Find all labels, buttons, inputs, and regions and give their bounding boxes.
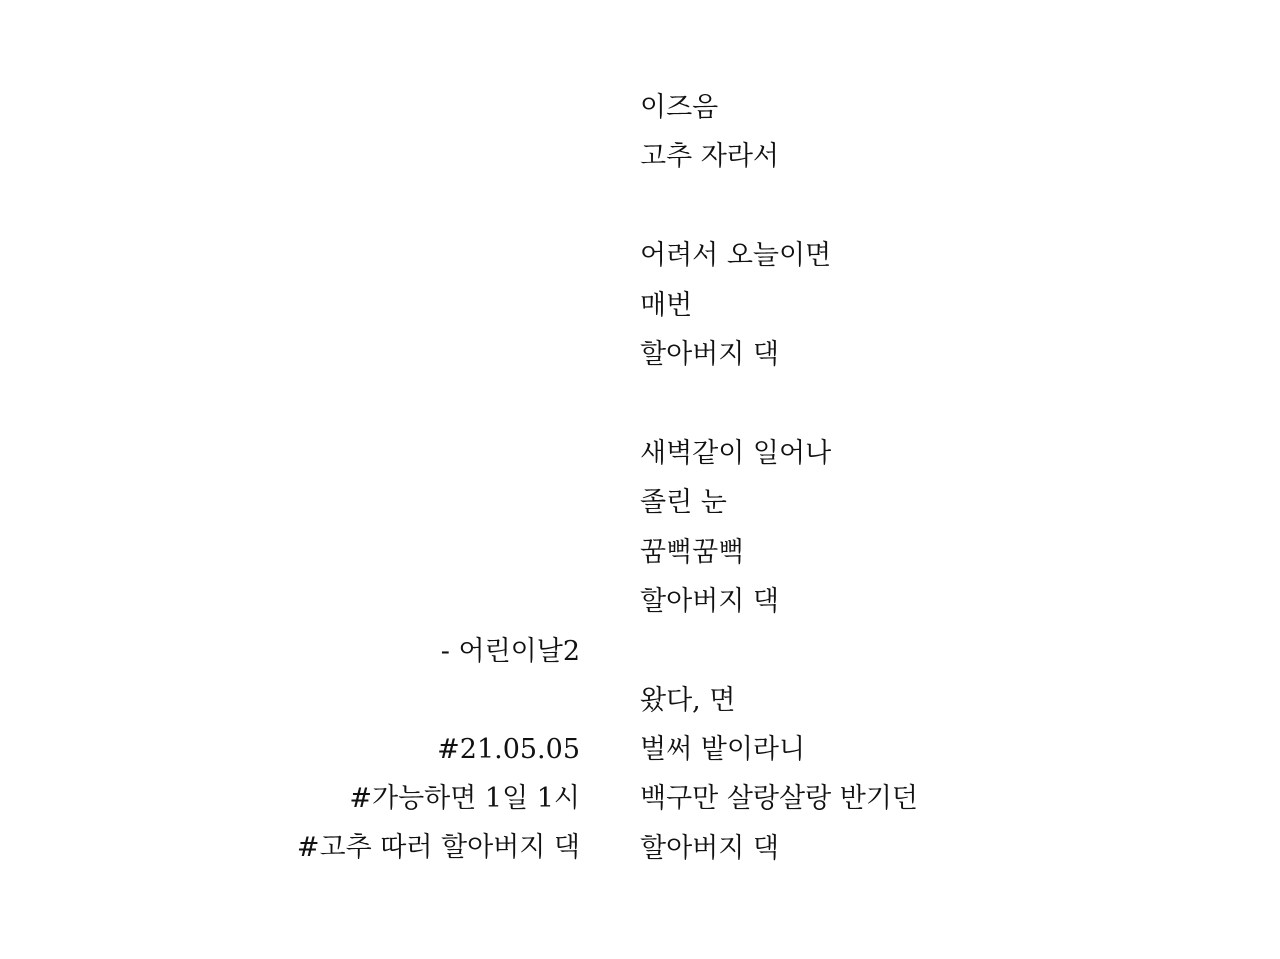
hashtag-date: #21.05.05 [437, 734, 580, 765]
poem-line: 할아버지 댁 [640, 832, 779, 864]
poem-line: 졸린 눈 [640, 487, 727, 519]
poem-title: - 어린이날2 [440, 636, 580, 667]
poem-line: 새벽같이 일어나 [640, 437, 832, 469]
poem-line: 벌써 밭이라니 [640, 734, 806, 766]
poem-line: 왔다, 면 [640, 684, 736, 716]
poem-line: 할아버지 댁 [640, 338, 779, 370]
poem-line: 꿈뻑꿈뻑 [640, 536, 745, 568]
stanza-break [640, 384, 1240, 433]
stanza-break [640, 187, 1240, 236]
poem-line: 고추 자라서 [640, 141, 779, 173]
poem-line: 이즈음 [640, 92, 719, 123]
poem-body [640, 88, 1240, 878]
poem-line: 어려서 오늘이면 [640, 240, 832, 272]
poem-line: 백구만 살랑살랑 반기던 [640, 783, 918, 815]
hashtag-topic: #고추 따러 할아버지 댁 [296, 832, 580, 863]
poem-line: 매번 [640, 289, 693, 321]
poem-line: 할아버지 댁 [640, 585, 779, 617]
stanza-break [640, 631, 1240, 680]
hashtag-series: #가능하면 1일 1시 [349, 783, 580, 814]
